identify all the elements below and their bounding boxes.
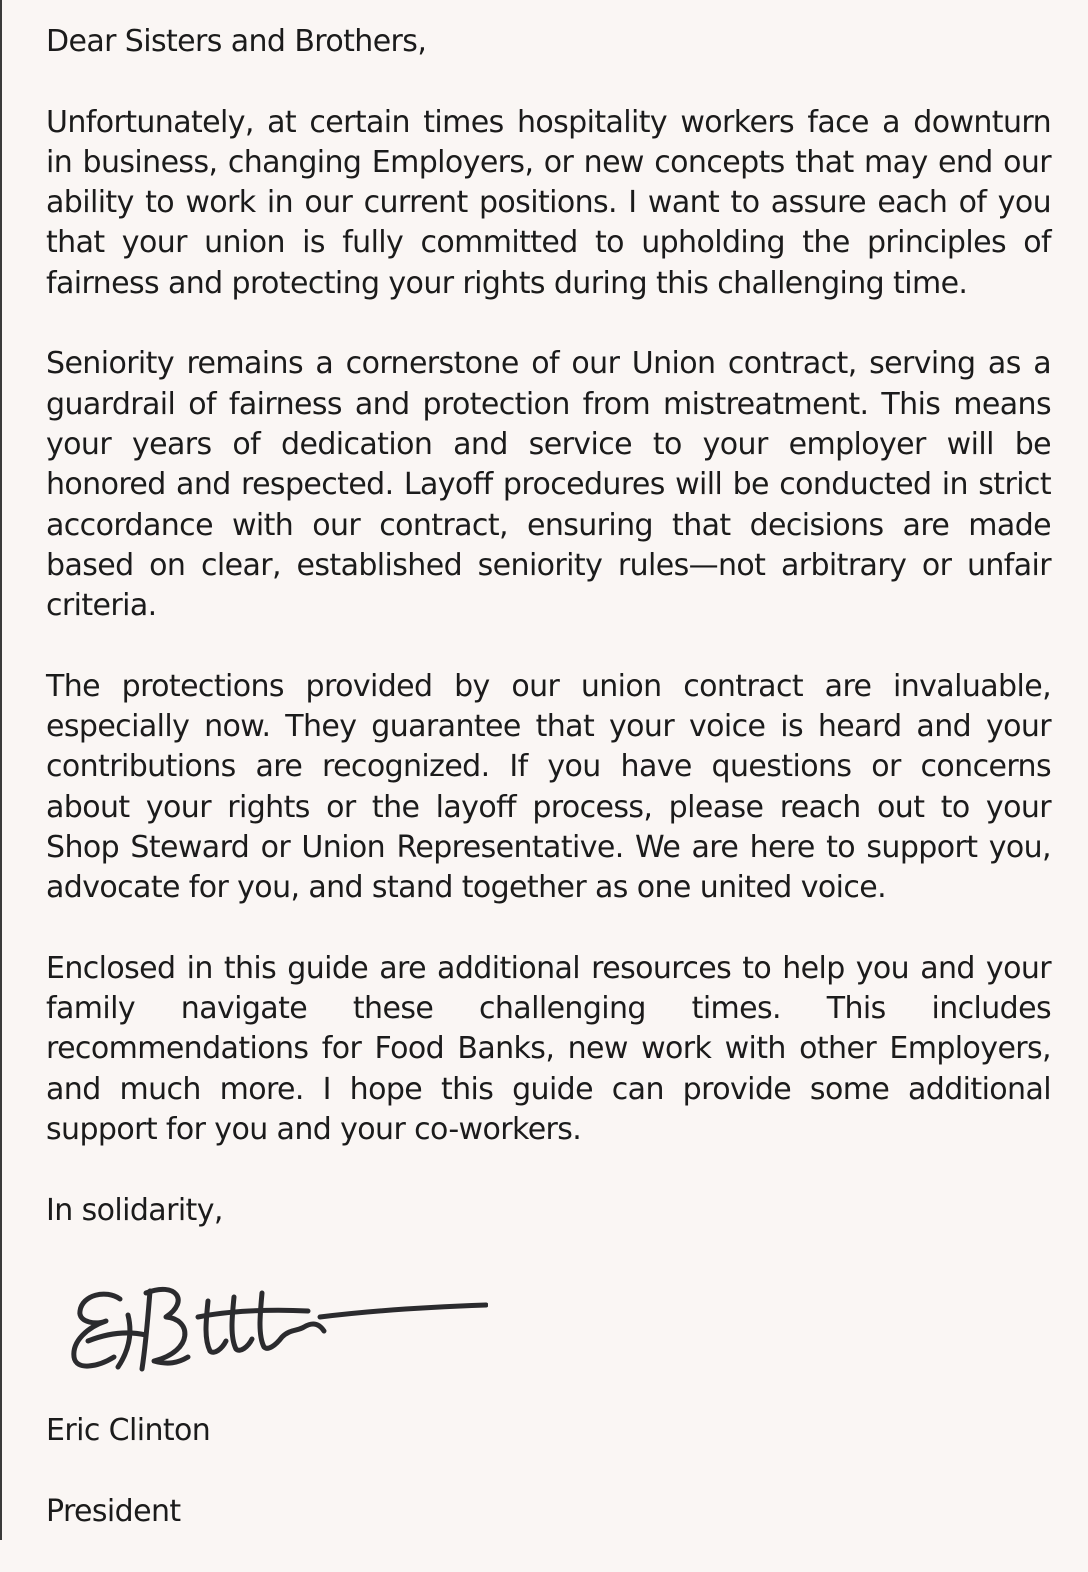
- paragraph-3: The protections provided by our union contract are invaluable, especially now. They guarantee that your voice is heard and your contributions are recognized. If you have questions or concerns about your rights or the layoff process, please reach out to your Shop Steward or Union Representative. We are here to support you, advocate for you, and stand together as one united voice.: [46, 668, 1051, 906]
- salutation: Dear Sisters and Brothers,: [46, 24, 427, 59]
- signature-image: [58, 1271, 488, 1381]
- signer-title: President: [46, 1493, 181, 1529]
- closing: In solidarity,: [46, 1192, 223, 1228]
- letter-body: [46, 22, 1051, 1572]
- paragraph-2: Seniority remains a cornerstone of our Union contract, serving as a guardrail of fairness and protection from mistreatment. This means your years of dedication and service to your employer will be honored and respected. Layoff procedures will be conducted in strict accordance with our contract, ensuring that decisions are made based on clear, established seniority rules—not arbitrary or unfair criteria.: [46, 346, 1051, 624]
- paragraph-1: Unfortunately, at certain times hospitality workers face a downturn in business, changing Employers, or new concepts that may end our ability to work in our current positions. I want to assure each of you that your union is fully committed to upholding the principles of fairness and protecting your rights during this challenging time.: [46, 104, 1051, 301]
- signer-name: Eric Clinton: [46, 1413, 211, 1449]
- paragraph-4: Enclosed in this guide are additional resources to help you and your family navigate these challenging times. This includes recommendations for Food Banks, new work with other Employers, and much more. I hope this guide can provide some additional support for you and your co-workers.: [46, 950, 1051, 1148]
